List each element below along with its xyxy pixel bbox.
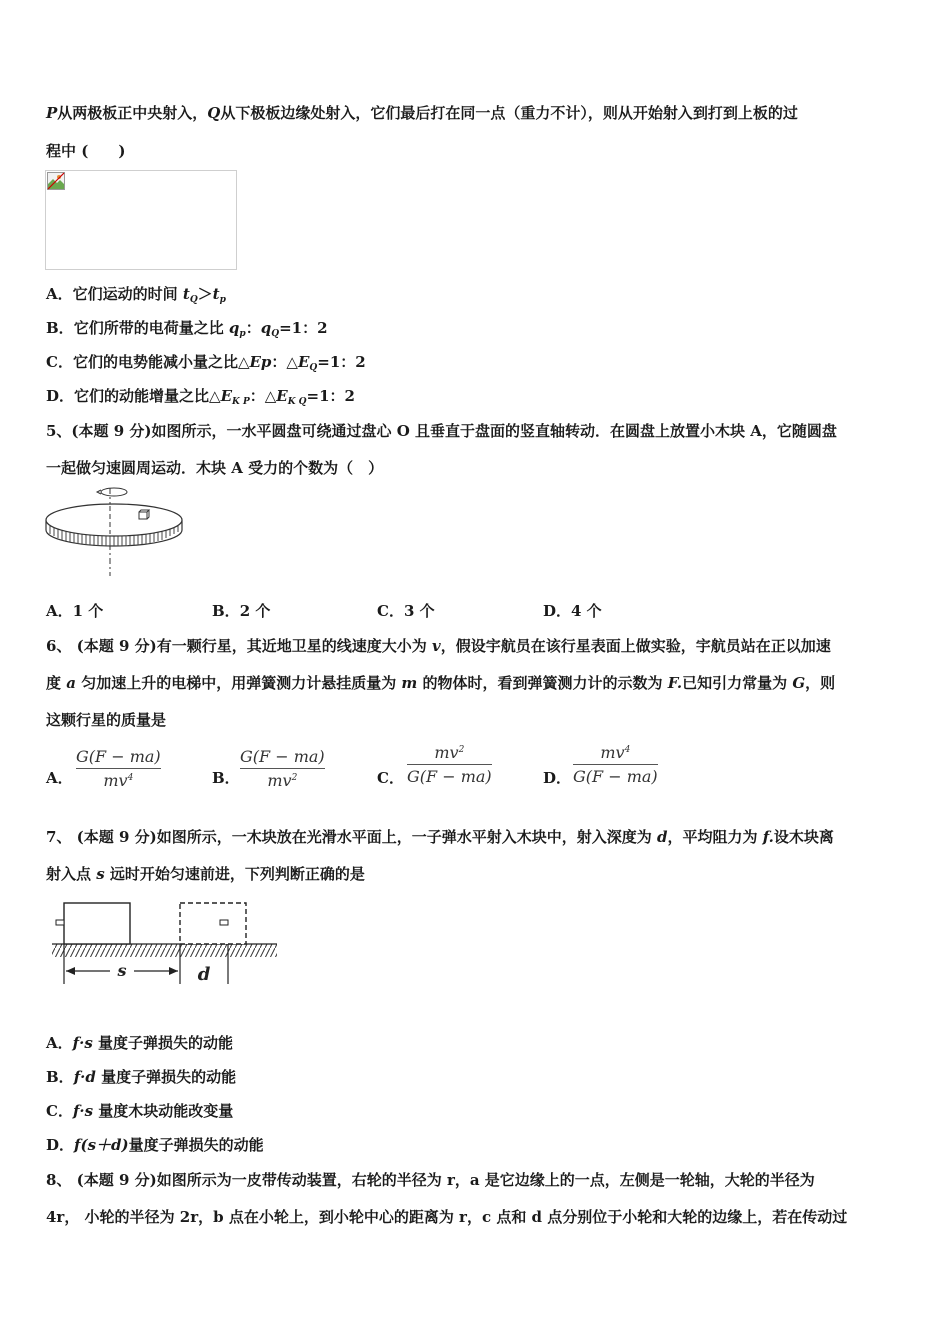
q6-option-d[interactable]: D． <box>543 769 572 787</box>
rotation-arrow <box>101 488 127 496</box>
label-s: s <box>117 961 127 980</box>
broken-image-placeholder <box>45 170 237 270</box>
label-d: d <box>197 964 211 985</box>
q6-option-c-fraction: $mv^2$ G(F − ma) <box>407 743 492 786</box>
rotating-disc-figure <box>44 484 186 578</box>
block-initial <box>64 903 130 944</box>
q5-stem-line1: 5、(本题 9 分)如图所示，一水平圆盘可绕通过盘心 O 且垂直于盘面的竖直轴转动．在圆盘上放置小木块 A，它随圆盘 <box>46 422 837 440</box>
q5-option-c[interactable]: C．3 个 <box>377 602 435 620</box>
q6-stem-line1: 6、 (本题 9 分)有一颗行星，其近地卫星的线速度大小为 v，假设宇航员在该行星表面上做实验，宇航员站在正以加速 <box>46 637 831 655</box>
q6-option-b-fraction: G(F − ma) $mv^2$ <box>240 747 325 790</box>
q5-option-a[interactable]: A．1 个 <box>46 602 104 620</box>
q6-option-b[interactable]: B． <box>212 769 240 787</box>
q6-stem-line3: 这颗行星的质量是 <box>46 711 167 729</box>
block-a <box>139 512 147 519</box>
q4-option-c[interactable]: C．它们的电势能减小量之比△Ep：$\triangle E_Q=1$：2 <box>46 353 366 373</box>
q8-stem-line2: 4r， 小轮的半径为 2r，b 点在小轮上，到小轮中心的距离为 r，c 点和 d 点分别位于小轮和大轮的边缘上，若在传动过 <box>46 1208 848 1226</box>
q6-option-d-fraction: $mv^4$ G(F − ma) <box>573 743 658 786</box>
bullet-initial <box>56 920 64 925</box>
q8-stem-line1: 8、 (本题 9 分)如图所示为一皮带传动装置，右轮的半径为 r，a 是它边缘上的一点，左侧是一轮轴，大轮的半径为 <box>46 1171 815 1189</box>
q5-option-b[interactable]: B．2 个 <box>212 602 271 620</box>
q7-option-c[interactable]: C．f·s 量度木块动能改变量 <box>46 1102 234 1120</box>
ground-hatch <box>52 944 277 957</box>
q7-option-d[interactable]: D．f(s＋d)量度子弹损失的动能 <box>46 1136 264 1154</box>
q4-option-a[interactable]: A．它们运动的时间 $t_Q>t_p$ <box>46 285 226 305</box>
q6-stem-line2: 度 a 匀加速上升的电梯中，用弹簧测力计悬挂质量为 m 的物体时，看到弹簧测力计的示数为 F.已知引力常量为 G，则 <box>46 674 836 692</box>
q6-option-c[interactable]: C． <box>377 769 404 787</box>
var-q: Q <box>207 104 221 122</box>
q7-option-b[interactable]: B．f·d 量度子弹损失的动能 <box>46 1068 237 1086</box>
bullet-final <box>220 920 228 925</box>
block-final <box>180 903 246 944</box>
q7-option-a[interactable]: A．f·s 量度子弹损失的动能 <box>46 1034 233 1052</box>
q7-stem-line1: 7、 (本题 9 分)如图所示，一木块放在光滑水平面上，一子弹水平射入木块中，射入深度为 d，平均阻力为 f.设木块离 <box>46 828 834 846</box>
q4-option-b[interactable]: B．它们所带的电荷量之比 $q_p$：$q_Q=1$：2 <box>46 319 328 339</box>
q5-option-d[interactable]: D．4 个 <box>543 602 602 620</box>
q4-stem-line2: 程中 ( ) <box>46 142 126 160</box>
disc-top <box>46 504 182 536</box>
q6-option-a-fraction: G(F − ma) $mv^4$ <box>76 747 161 790</box>
q7-stem-line2: 射入点 s 远时开始匀速前进，下列判断正确的是 <box>46 865 365 883</box>
var-p: P <box>46 104 58 122</box>
q4-stem-line1: P从两极板正中央射入，Q从下极板边缘处射入，它们最后打在同一点（重力不计），则从开始射入到打到上板的过 <box>46 104 798 122</box>
q5-stem-line2: 一起做匀速圆周运动．木块 A 受力的个数为（ ） <box>46 459 384 477</box>
q6-option-a[interactable]: A． <box>46 769 73 787</box>
broken-image-icon <box>47 172 65 190</box>
q4-option-d[interactable]: D．它们的动能增量之比$\triangle E_{K P}$：$\triangle E_{K Q}=1$：2 <box>46 387 355 407</box>
bullet-block-figure <box>50 898 280 988</box>
